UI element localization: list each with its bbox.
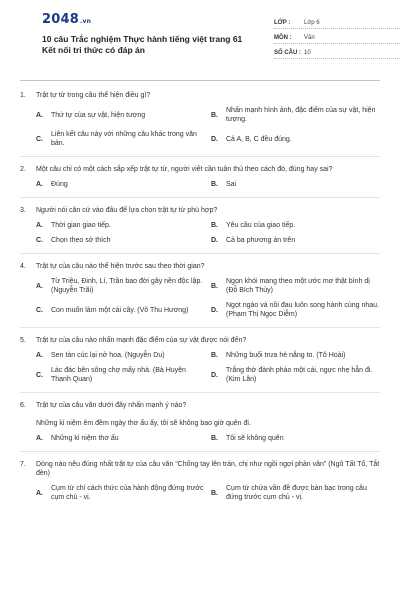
question-number: 3.	[20, 207, 26, 214]
option-2[interactable]	[211, 106, 380, 124]
option-letter: C.	[36, 237, 43, 244]
option-1[interactable]	[36, 221, 205, 230]
question-separator	[20, 253, 380, 254]
option-2[interactable]	[211, 351, 380, 360]
option-letter: B.	[211, 435, 218, 442]
option-3[interactable]	[36, 236, 205, 245]
option-text: Nhấn mạnh hình ảnh, đặc điểm của sự vật, hiện tượng.	[226, 107, 376, 123]
option-letter: C.	[36, 371, 43, 379]
option-text: Ngọt ngào và nồi đau luôn song hành cùng nhau. (Phạm Thị Ngọc Diễm)	[226, 302, 379, 318]
document-meta	[274, 14, 400, 59]
question-text: Trật tự từ trong câu thể hiện điều gì?	[36, 92, 151, 99]
question-text: Người nói căn cứ vào đâu để lựa chọn trật tự từ phù hợp?	[36, 207, 218, 214]
option-row	[20, 301, 380, 319]
option-letter: D.	[211, 135, 218, 143]
option-row	[20, 106, 380, 124]
question-7	[20, 460, 380, 502]
question-stem	[20, 262, 380, 271]
meta-count-label: SỐ CÂU :	[274, 50, 301, 56]
option-row	[20, 221, 380, 230]
question-5	[20, 336, 380, 384]
option-row	[20, 180, 380, 189]
question-number: 2.	[20, 166, 26, 173]
option-2[interactable]	[211, 277, 380, 295]
option-text: Đúng	[51, 181, 68, 188]
option-letter: D.	[211, 371, 218, 379]
option-letter: B.	[211, 352, 218, 359]
option-text: Cụm từ chỉ cách thức của hành động đứng trước cụm chủ - vị.	[51, 485, 204, 501]
question-stem	[20, 336, 380, 345]
logo-main: 2048	[42, 12, 79, 27]
meta-count	[274, 44, 400, 59]
question-6	[20, 401, 380, 443]
question-separator	[20, 156, 380, 157]
top-spacer	[20, 80, 380, 91]
option-text: Sen tàn cúc lại nở hoa. (Nguyễn Du)	[51, 352, 165, 359]
option-text: Sai	[226, 181, 237, 188]
option-letter: A.	[36, 181, 43, 188]
option-2[interactable]	[211, 221, 380, 230]
option-2[interactable]	[211, 434, 380, 443]
option-4[interactable]	[211, 130, 380, 148]
question-3	[20, 206, 380, 245]
option-letter: B.	[211, 489, 218, 497]
option-4[interactable]	[211, 366, 380, 384]
option-4[interactable]	[211, 236, 380, 245]
document-title: 10 câu Trắc nghiệm Thực hành tiếng việt trang 61 Kết nối tri thức có đáp án	[42, 34, 243, 55]
option-row	[20, 130, 380, 148]
question-number: 4.	[20, 263, 26, 270]
option-letter: A.	[36, 111, 43, 119]
question-text: Một câu chỉ có một cách sắp xếp trật tự từ, người viết cần tuân thủ theo cách đó, đúng hay sai?	[36, 166, 333, 173]
meta-grade	[274, 14, 400, 29]
option-2[interactable]	[211, 180, 380, 189]
option-text: Lác đác bên sông chợ mấy nhà. (Bà Huyện Thanh Quan)	[51, 367, 186, 383]
option-letter: A.	[36, 282, 43, 290]
option-4[interactable]	[211, 301, 380, 319]
option-letter: A.	[36, 435, 43, 442]
question-2	[20, 165, 380, 189]
option-text: Thời gian giao tiếp.	[51, 222, 111, 229]
question-text: Trật tự của câu nào thể hiện trước sau theo thời gian?	[36, 263, 205, 270]
option-text: Từ Triệu, Đinh, Lí, Trần bao đời gây nền độc lập. (Nguyễn Trãi)	[51, 278, 203, 294]
question-number: 7.	[20, 461, 26, 468]
option-3[interactable]	[36, 130, 205, 148]
question-1	[20, 91, 380, 148]
option-1[interactable]	[36, 484, 205, 502]
option-letter: A.	[36, 489, 43, 497]
question-separator	[20, 197, 380, 198]
document-header	[22, 0, 378, 58]
question-stem	[20, 206, 380, 215]
option-text: Tôi sẽ không quên	[226, 435, 284, 442]
option-text: Con muốn làm một cái cây. (Võ Thu Hương)	[51, 306, 189, 314]
option-text: Cả A, B, C đều đúng.	[226, 135, 292, 143]
option-text: Những kỉ niệm thơ ấu	[51, 435, 119, 442]
question-number: 5.	[20, 337, 26, 344]
question-list	[20, 80, 380, 502]
option-letter: B.	[211, 181, 218, 188]
option-text: Ngọn khói mang theo một ước mơ thật bình dị (Đỗ Bích Thủy)	[226, 278, 370, 294]
option-text: Liên kết câu này với những câu khác trong văn bản.	[51, 131, 197, 147]
meta-subject	[274, 29, 400, 44]
question-separator	[20, 327, 380, 328]
option-letter: B.	[211, 282, 218, 290]
option-letter: B.	[211, 222, 218, 229]
option-1[interactable]	[36, 277, 205, 295]
option-text: Cụm từ chứa vần đề được bàn bạc trong câu đứng trước cụm chủ - vị.	[226, 485, 367, 501]
meta-count-value: 10	[304, 50, 311, 56]
option-letter: C.	[36, 135, 43, 143]
question-4	[20, 262, 380, 319]
option-letter: A.	[36, 222, 43, 229]
option-1[interactable]	[36, 351, 205, 360]
option-letter: D.	[211, 306, 218, 314]
question-stem	[20, 460, 380, 478]
option-row	[20, 434, 380, 443]
option-text: Những buổi trưa hè nắng to. (Tô Hoài)	[226, 352, 346, 359]
option-text: Cả ba phương án trên	[226, 237, 296, 244]
option-3[interactable]	[36, 301, 205, 319]
question-stem	[20, 165, 380, 174]
meta-subject-label: MÔN :	[274, 35, 292, 41]
question-separator	[20, 451, 380, 452]
question-number: 1.	[20, 92, 26, 99]
option-3[interactable]	[36, 366, 205, 384]
option-text: Yêu cầu của giao tiếp.	[226, 222, 296, 229]
question-text: Trật tự của câu nào nhấn mạnh đặc điểm của sự vật được nói đến?	[36, 337, 247, 344]
question-text: Trật tự của câu văn dưới đây nhấn mạnh ý nào?	[36, 402, 187, 409]
option-row	[20, 366, 380, 384]
option-row	[20, 277, 380, 295]
meta-grade-value: Lớp 6	[304, 20, 320, 26]
question-number: 6.	[20, 402, 26, 409]
option-1[interactable]	[36, 180, 205, 189]
option-2[interactable]	[211, 484, 380, 502]
meta-subject-value: Văn	[304, 35, 315, 41]
question-text: Dòng nào nêu đúng nhất trật tự của câu văn “Chống tay lên trán, chị như ngồi ngợi phản vân” (Ngô Tất Tố, Tắt đèn)	[36, 461, 380, 477]
question-stem	[20, 401, 380, 410]
option-text: Chọn theo sở thích	[51, 237, 111, 244]
logo-sub: .vn	[79, 18, 92, 25]
question-stem	[20, 91, 380, 100]
option-1[interactable]	[36, 434, 205, 443]
option-letter: A.	[36, 352, 43, 359]
option-letter: D.	[211, 237, 218, 244]
option-letter: B.	[211, 111, 218, 119]
option-letter: C.	[36, 306, 43, 314]
site-logo[interactable]	[42, 12, 91, 27]
option-row	[20, 484, 380, 502]
question-quote: Những kỉ niệm êm đềm ngày thơ ấu ấy, tôi sẽ không bao giờ quên đi.	[36, 420, 251, 427]
meta-grade-label: LỚP :	[274, 20, 291, 26]
option-1[interactable]	[36, 106, 205, 124]
option-row	[20, 236, 380, 245]
option-text: Thứ tự của sự vật, hiện tượng	[51, 111, 146, 119]
option-text: Trắng thờ đành phảo một cái, ngực nhẹ hẫn đi. (Kim Lân)	[226, 367, 373, 383]
option-row	[20, 351, 380, 360]
question-separator	[20, 392, 380, 393]
